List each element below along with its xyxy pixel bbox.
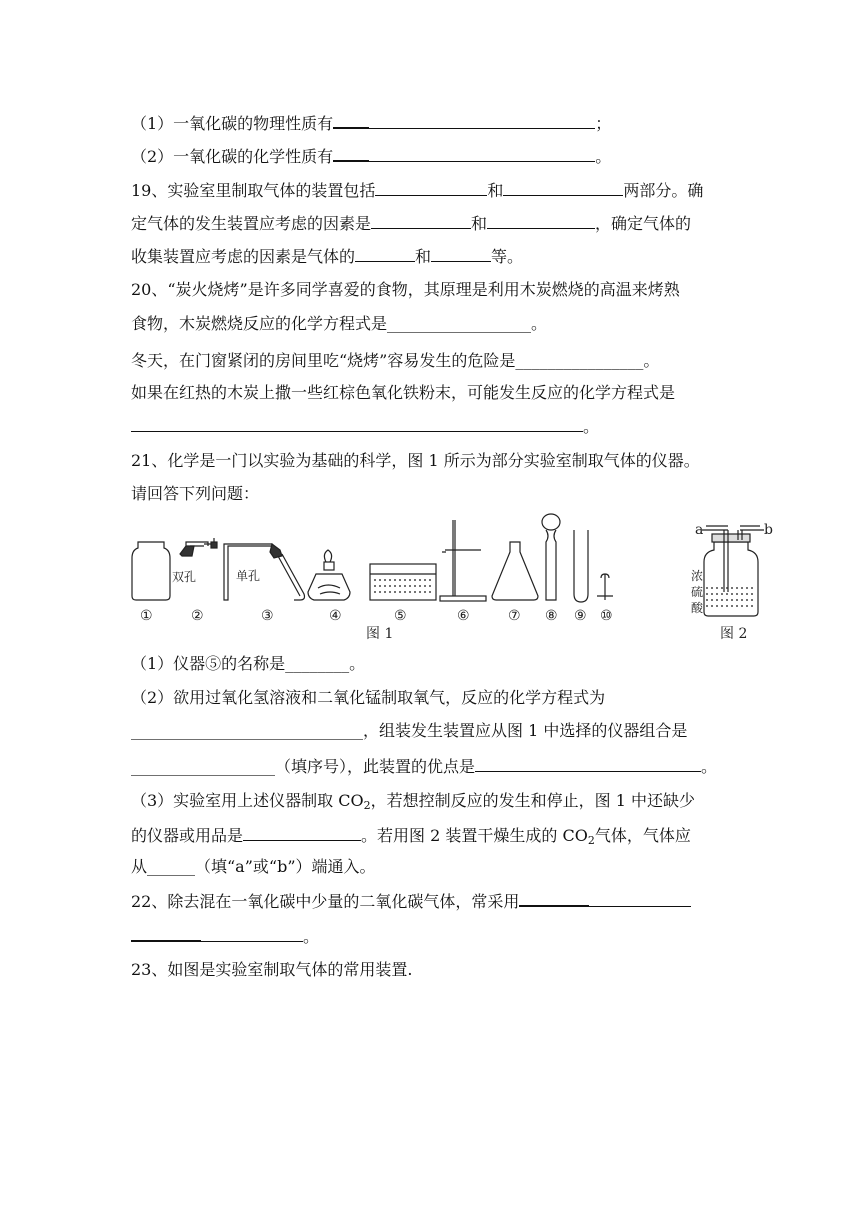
- apparatus-numbers: [140, 608, 613, 624]
- q21-part2-line-2: _____________________________，组装发生装置应从图 1 中选择的仪器组合是: [131, 721, 688, 740]
- answer-blank[interactable]: [131, 416, 583, 432]
- alcohol-lamp-icon: [308, 550, 350, 600]
- answer-blank[interactable]: [371, 213, 471, 229]
- figure-2-caption: 图 2: [720, 626, 748, 642]
- svg-text:⑦: ⑦: [508, 608, 521, 624]
- answer-blank[interactable]: [487, 213, 595, 229]
- test-tube-icon: [574, 530, 588, 602]
- q21-part2-line-3: __________________（填序号），此装置的优点是 。: [131, 757, 718, 776]
- q19-line-3: 收集装置应考虑的因素是气体的 和 等。: [131, 247, 524, 266]
- q22-line-2: 。: [131, 925, 319, 947]
- answer-blank[interactable]: [519, 890, 589, 907]
- answer-blank[interactable]: [503, 180, 623, 196]
- answer-blank[interactable]: [475, 756, 701, 772]
- q21-part1: （1）仪器⑤的名称是________。: [131, 654, 366, 673]
- svg-text:⑤: ⑤: [394, 608, 407, 624]
- q20-line-5: 。: [131, 416, 599, 437]
- deflagration-spoon-icon: [597, 574, 613, 600]
- q23-line-1: 23、如图是实验室制取气体的常用装置.: [131, 960, 413, 979]
- q20-line-3: 冬天，在门窗紧闭的房间里吃“烧烤”容易发生的危险是________________。: [131, 351, 660, 370]
- figure-1-caption: 图 1: [366, 626, 394, 642]
- q18-physical-prompt: （1）一氧化碳的物理性质有: [131, 114, 334, 133]
- svg-text:酸: 酸: [691, 601, 704, 615]
- answer-blank[interactable]: [355, 246, 415, 262]
- two-hole-stopper-icon: [180, 538, 217, 556]
- conical-flask-icon: [492, 542, 538, 600]
- q19-line-2: 定气体的发生装置应考虑的因素是 和 ，确定气体的: [131, 214, 692, 233]
- gas-washing-bottle-icon: [702, 526, 764, 616]
- iron-stand-icon: [440, 520, 486, 601]
- q18-chemical-prompt: （2）一氧化碳的化学性质有: [131, 147, 334, 166]
- q22-line-1: 22、除去混在一氧化碳中少量的二氧化碳气体，常采用: [131, 890, 691, 912]
- answer-blank[interactable]: [131, 925, 201, 942]
- svg-text:②: ②: [191, 608, 204, 624]
- answer-blank[interactable]: [333, 112, 369, 129]
- q20-line-1: 20、“炭火烧烤”是许多同学喜爱的食物，其原理是利用木炭燃烧的高温来烤熟: [131, 280, 680, 299]
- svg-text:⑩: ⑩: [600, 608, 613, 624]
- answer-blank[interactable]: [369, 113, 595, 129]
- svg-text:①: ①: [140, 608, 153, 624]
- q20-line-2: 食物，木炭燃烧反应的化学方程式是__________________。: [131, 314, 548, 333]
- answer-blank[interactable]: [431, 246, 491, 262]
- apparatus-figure: [128, 508, 778, 644]
- one-hole-label: 单孔: [236, 569, 261, 583]
- q20-line-4: 如果在红热的木炭上撒一些红棕色氧化铁粉末，可能发生反应的化学方程式是: [131, 383, 676, 402]
- q21-line-1: 21、化学是一门以实验为基础的科学，图 1 所示为部分实验室制取气体的仪器。: [131, 451, 700, 470]
- water-trough-icon: [370, 564, 436, 600]
- q21-part3-line-1: （3）实验室用上述仪器制取 $CO_2$，若想控制反应的发生和停止，图 1 中还缺少: [131, 791, 695, 812]
- q21-line-2: 请回答下列问题：: [131, 484, 260, 503]
- tube-a-label: a: [695, 522, 704, 538]
- answer-blank[interactable]: [369, 146, 595, 162]
- answer-blank[interactable]: [243, 825, 361, 841]
- q18-line-1: （1）一氧化碳的物理性质有 ；: [131, 114, 612, 133]
- q18-line-2: （2）一氧化碳的化学性质有 。: [131, 147, 612, 166]
- answer-blank[interactable]: [375, 180, 487, 196]
- q19-line-1: 19、实验室里制取气体的装置包括 和 两部分。确: [131, 181, 704, 200]
- q21-part3-line-2: 的仪器或用品是 。若用图 2 装置干燥生成的 $CO_2$气体，气体应: [131, 826, 691, 847]
- answer-blank[interactable]: [589, 891, 691, 907]
- svg-text:⑧: ⑧: [545, 608, 558, 624]
- two-hole-label: 双孔: [172, 570, 197, 584]
- wide-mouth-bottle-icon: [132, 542, 170, 600]
- q21-part3-line-3: 从______（填“a”或“b”）端通入。: [131, 857, 376, 876]
- tube-b-label: b: [764, 522, 773, 538]
- svg-text:⑥: ⑥: [457, 608, 470, 624]
- long-neck-funnel-icon: [542, 514, 560, 600]
- acid-label: 浓: [691, 569, 704, 583]
- svg-text:硫: 硫: [691, 585, 704, 599]
- answer-blank[interactable]: [201, 926, 303, 942]
- svg-text:⑨: ⑨: [574, 608, 587, 624]
- apparatus-drawing: [128, 508, 778, 644]
- svg-text:④: ④: [329, 608, 342, 624]
- q21-part2-line-1: （2）欲用过氧化氢溶液和二氧化锰制取氧气，反应的化学方程式为: [131, 688, 606, 707]
- answer-blank[interactable]: [333, 145, 369, 162]
- svg-text:③: ③: [261, 608, 274, 624]
